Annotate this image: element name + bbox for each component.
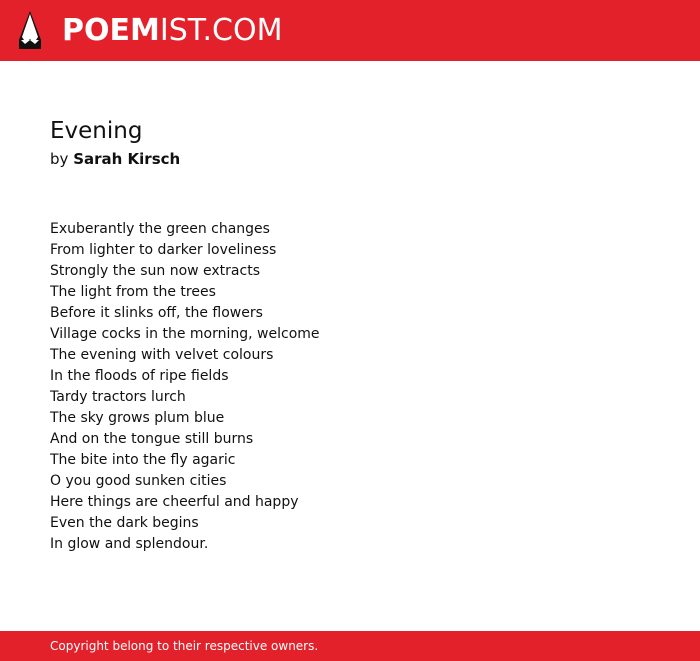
poem-line: O you good sunken cities (50, 473, 227, 489)
poem-line: Before it slinks off, the flowers (50, 305, 263, 321)
poem-byline (50, 148, 180, 170)
poem-lines (50, 219, 320, 555)
brand-name-light: IST.COM (159, 13, 283, 48)
poem-line: The sky grows plum blue (50, 410, 225, 426)
poem-line: Strongly the sun now extracts (50, 263, 260, 279)
poem-line: Tardy tractors lurch (50, 389, 186, 405)
poem-author: Sarah Kirsch (73, 150, 181, 168)
site-footer (0, 631, 700, 661)
poem-line: From lighter to darker loveliness (50, 242, 277, 258)
poem-line: Even the dark begins (50, 515, 199, 531)
byline-prefix: by (50, 150, 69, 168)
poem-line: In glow and splendour. (50, 536, 209, 552)
pencil-tip-icon (18, 10, 42, 50)
poem-title: Evening (50, 118, 143, 144)
poem-line: Village cocks in the morning, welcome (50, 326, 320, 342)
site-brand[interactable] (62, 12, 282, 50)
poem-line: Exuberantly the green changes (50, 221, 270, 237)
poem-line: The bite into the fly agaric (50, 452, 236, 468)
copyright-text: Copyright belong to their respective owners. (50, 639, 319, 653)
poem-line: And on the tongue still burns (50, 431, 254, 447)
site-header (0, 0, 700, 61)
poem-line: The evening with velvet colours (50, 347, 274, 363)
poem-line: The light from the trees (50, 284, 216, 300)
brand-name-strong: POEM (62, 13, 160, 48)
poem-line: Here things are cheerful and happy (50, 494, 299, 510)
poem-line: In the floods of ripe fields (50, 368, 229, 384)
